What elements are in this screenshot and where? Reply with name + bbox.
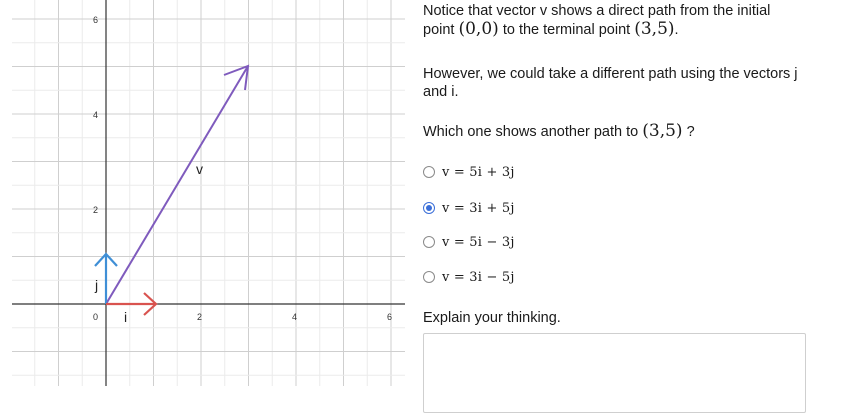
- grid-lines: [12, 0, 405, 386]
- option-2-label[interactable]: v = 3i + 5j: [442, 200, 515, 216]
- option-3-radio[interactable]: [423, 236, 435, 248]
- option-3[interactable]: [423, 233, 515, 251]
- option-4[interactable]: [423, 268, 515, 286]
- prompt-text: Which one shows another path to (3,5) ?: [423, 121, 695, 141]
- initial-point: (0,0): [458, 19, 499, 39]
- however-text: However, we could take a different path using the vectors j and i.: [423, 66, 798, 100]
- option-1-radio[interactable]: [423, 166, 435, 178]
- x-tick-label: 6: [387, 312, 393, 322]
- vector-i-label: i: [124, 309, 128, 325]
- option-4-label[interactable]: v = 3i − 5j: [442, 269, 515, 285]
- vector-j: [94, 254, 117, 304]
- x-tick-label: 4: [292, 312, 298, 322]
- vector-i: [106, 293, 156, 325]
- vector-j-label: j: [95, 277, 99, 293]
- explain-label: Explain your thinking.: [423, 310, 561, 326]
- x-tick-label: 0: [93, 312, 99, 322]
- option-2[interactable]: [423, 199, 515, 217]
- explanation-input[interactable]: [423, 333, 806, 413]
- coordinate-graph: [0, 0, 410, 399]
- terminal-point: (3,5): [634, 19, 675, 39]
- tick-labels: [93, 15, 392, 322]
- option-3-label[interactable]: v = 5i − 3j: [442, 234, 515, 250]
- option-4-radio[interactable]: [423, 271, 435, 283]
- y-tick-label: 4: [93, 110, 99, 120]
- option-1-label[interactable]: v = 5i + 3j: [442, 164, 515, 180]
- prompt-point: (3,5): [642, 121, 683, 141]
- y-tick-label: 2: [93, 205, 99, 215]
- intro-text: Notice that vector v shows a direct path from the initial point (0,0) to the terminal point (3,5).: [423, 3, 771, 39]
- option-2-radio[interactable]: [423, 202, 435, 214]
- x-tick-label: 2: [197, 312, 203, 322]
- option-1[interactable]: [423, 163, 515, 181]
- vector-v-label: v: [196, 161, 203, 177]
- y-tick-label: 6: [93, 15, 99, 25]
